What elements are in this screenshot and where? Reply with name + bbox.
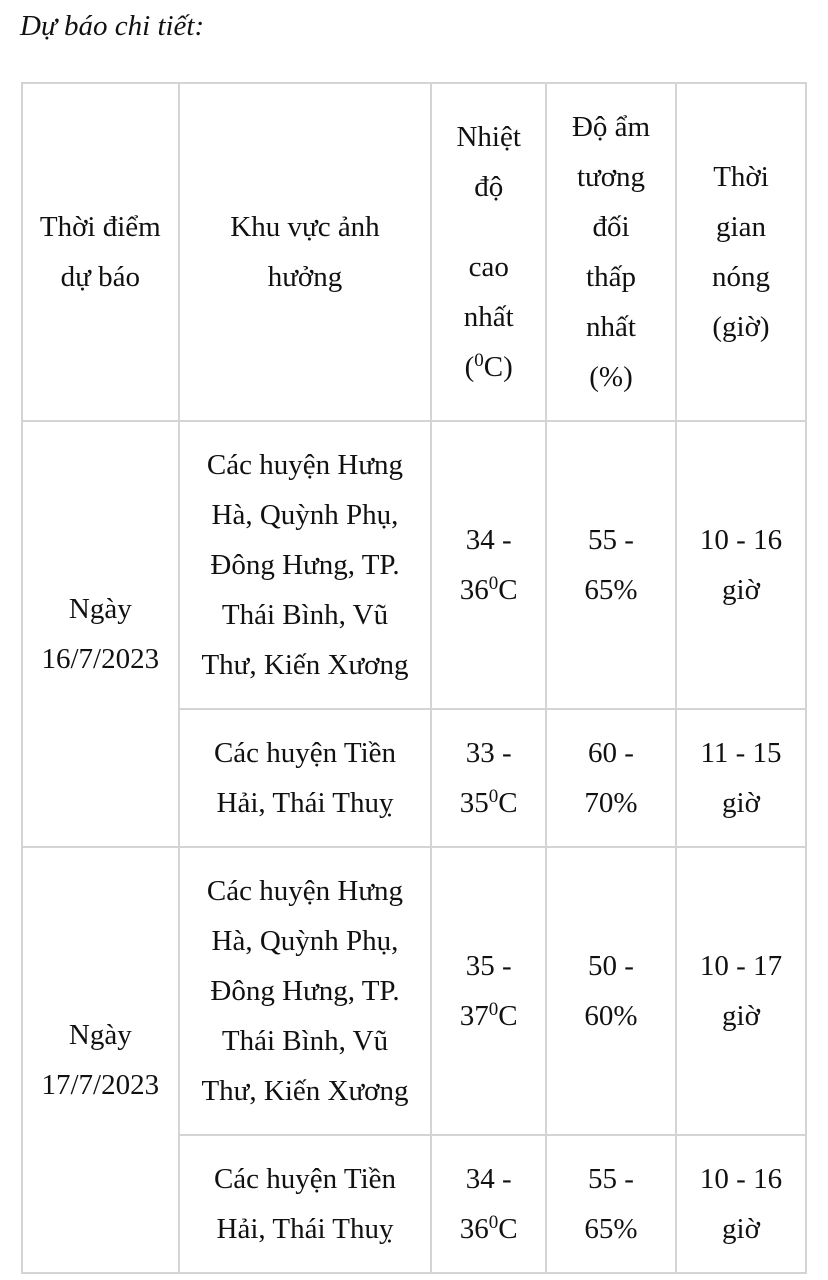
hot-duration-cell: 10 - 16 giờ — [676, 1135, 806, 1273]
area-line: Hà, Quỳnh Phụ, — [211, 499, 399, 531]
area-line: Hải, Thái Thuỵ — [216, 1213, 394, 1245]
table-row — [22, 421, 806, 709]
header-area-line: hưởng — [267, 261, 343, 293]
header-temp-line: độ — [474, 171, 504, 203]
header-humidity-line: nhất — [586, 311, 636, 343]
hot-duration-cell: 11 - 15 giờ — [676, 709, 806, 847]
header-hot-line: nóng — [711, 261, 770, 293]
header-humidity-line: Độ ẩm — [571, 111, 651, 143]
section-heading: Dự báo chi tiết: — [20, 10, 205, 42]
humidity-cell: 55 - 65% — [546, 1135, 676, 1273]
date-line: Ngày — [68, 1019, 132, 1051]
temperature-cell: 34 - $36^0C$ — [431, 421, 546, 709]
header-time-line: dự báo — [60, 261, 140, 293]
area-line: Đông Hưng, TP. — [210, 975, 400, 1007]
area-line: Các huyện Tiền — [213, 1163, 397, 1195]
area-cell — [179, 847, 432, 1135]
header-temp-line: nhất — [463, 301, 514, 333]
area-cell — [179, 1135, 432, 1273]
header-hot-line: gian — [716, 211, 766, 243]
area-cell — [179, 709, 432, 847]
hot-duration-cell: 10 - 17 giờ — [676, 847, 806, 1135]
header-hot-line: (giờ) — [712, 311, 770, 343]
header-temp-line: cao — [468, 251, 509, 283]
header-area — [179, 83, 432, 421]
header-hot-duration — [676, 83, 806, 421]
date-line: Ngày — [68, 593, 132, 625]
area-line: Thái Bình, Vũ — [221, 1025, 389, 1057]
header-humidity-line: tương — [576, 161, 646, 193]
header-temperature — [431, 83, 546, 421]
header-temp-unit: ($^0$C) — [464, 350, 513, 383]
area-line: Các huyện Tiền — [213, 737, 397, 769]
area-line: Các huyện Hưng — [206, 449, 404, 481]
temperature-cell: 34 - $36^0C$ — [431, 1135, 546, 1273]
header-humidity-line: (%) — [589, 361, 633, 393]
hot-duration-cell: 10 - 16 giờ — [676, 421, 806, 709]
date-cell — [22, 421, 179, 847]
header-hot-line: Thời — [713, 161, 769, 193]
area-cell — [179, 421, 432, 709]
date-line: 17/7/2023 — [41, 1069, 160, 1101]
header-area-line: Khu vực ảnh — [230, 211, 380, 243]
humidity-cell: 55 - 65% — [546, 421, 676, 709]
area-line: Các huyện Hưng — [206, 875, 404, 907]
area-line: Thái Bình, Vũ — [221, 599, 389, 631]
header-humidity-line: thấp — [586, 261, 636, 293]
header-temp-line: Nhiệt — [456, 121, 521, 153]
header-time-line: Thời điểm — [39, 211, 161, 243]
humidity-cell: 60 - 70% — [546, 709, 676, 847]
table-row — [22, 847, 806, 1135]
header-row — [22, 83, 806, 421]
area-line: Hải, Thái Thuỵ — [216, 787, 394, 819]
header-humidity — [546, 83, 676, 421]
temperature-cell: 35 - $37^0C$ — [431, 847, 546, 1135]
area-line: Đông Hưng, TP. — [210, 549, 400, 581]
header-humidity-line: đối — [592, 211, 630, 243]
area-line: Thư, Kiến Xương — [201, 1075, 409, 1107]
forecast-table — [21, 82, 807, 1274]
area-line: Thư, Kiến Xương — [201, 649, 409, 681]
area-line: Hà, Quỳnh Phụ, — [211, 925, 399, 957]
header-time — [22, 83, 179, 421]
date-line: 16/7/2023 — [41, 643, 160, 675]
temperature-cell: 33 - $35^0C$ — [431, 709, 546, 847]
humidity-cell: 50 - 60% — [546, 847, 676, 1135]
date-cell — [22, 847, 179, 1273]
